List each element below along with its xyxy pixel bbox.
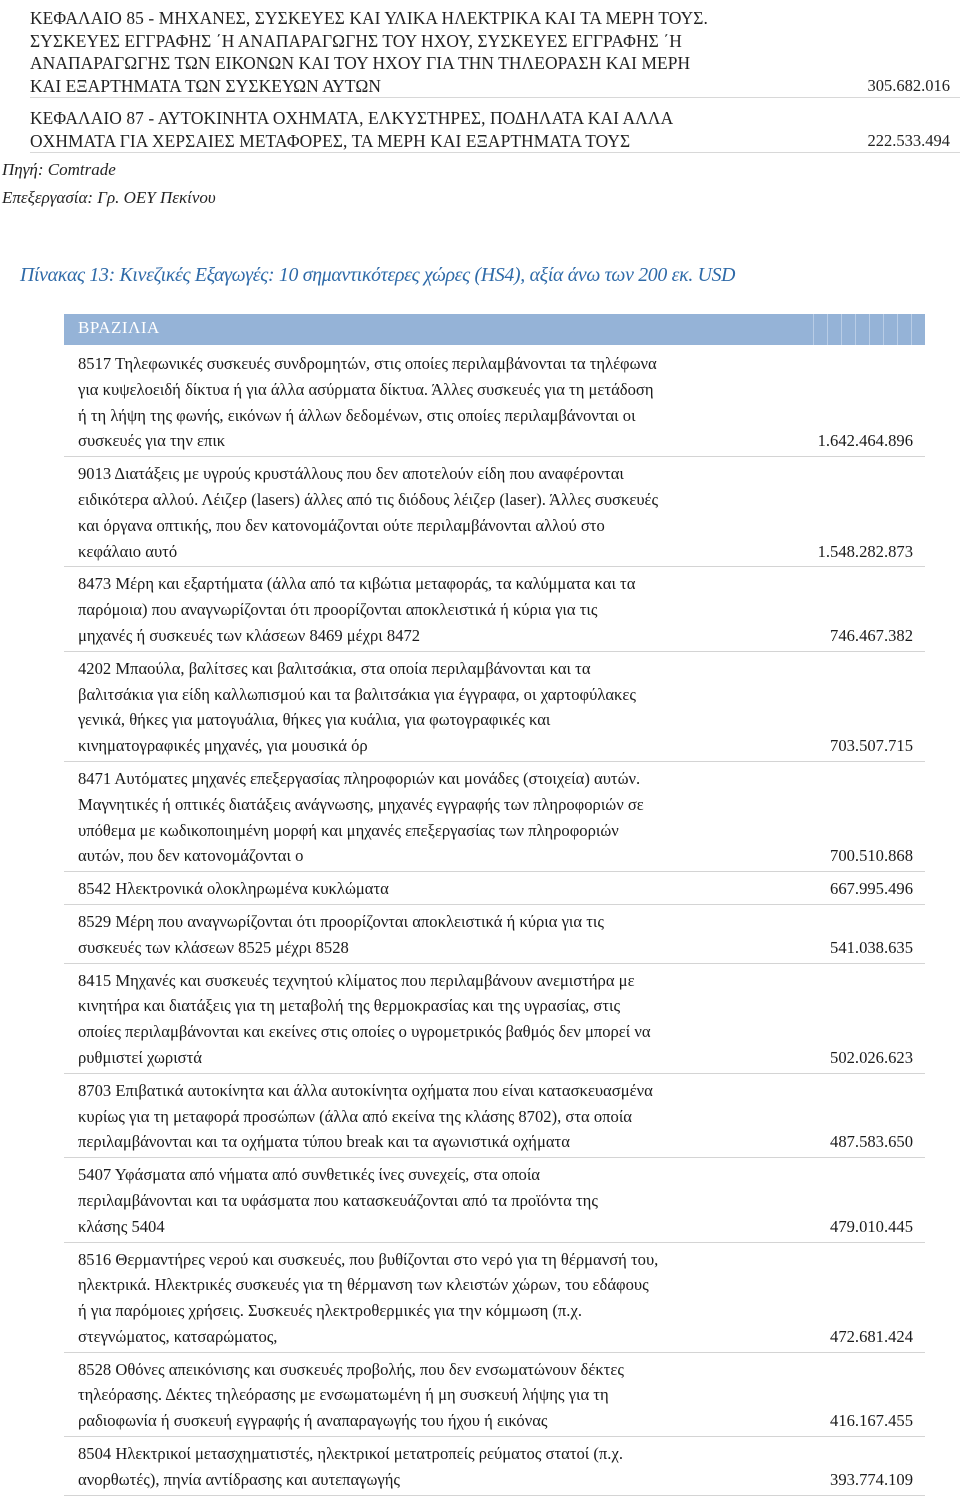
product-description (78, 766, 778, 869)
product-description-line: κινητήρα και διατάξεις για τη μεταβολή της θερμοκρασίας και της υγρασίας, στις (78, 993, 778, 1019)
product-row (64, 762, 925, 872)
product-description-line: συσκευές για την επικ (78, 428, 778, 454)
product-description-line: τηλεόρασης. Δέκτες τηλεόρασης με ενσωματωμένη ή μη συσκευή λήψης για τη (78, 1382, 778, 1408)
product-value: 472.681.424 (830, 1324, 925, 1350)
product-value: 479.010.445 (830, 1214, 925, 1240)
product-description-line: συσκευές των κλάσεων 8525 μέχρι 8528 (78, 935, 778, 961)
chapter-85-line: ΚΕΦΑΛΑΙΟ 85 - ΜΗΧΑΝΕΣ, ΣΥΣΚΕΥΕΣ ΚΑΙ ΥΛΙΚΑ ΗΛΕΚΤΡΙΚΑ ΚΑΙ ΤΑ ΜΕΡΗ ΤΟΥΣ. (30, 7, 810, 30)
product-description-line: 8517 Τηλεφωνικές συσκευές συνδρομητών, στις οποίες περιλαμβάνονται τα τηλέφωνα (78, 351, 778, 377)
product-row (64, 652, 925, 762)
source-note: Πηγή: Comtrade (2, 160, 116, 180)
product-description (78, 656, 778, 759)
product-value: 703.507.715 (830, 733, 925, 759)
product-description-line: 9013 Διατάξεις με υγρούς κρυστάλλους που δεν αποτελούν είδη που αναφέρονται (78, 461, 778, 487)
product-row (64, 1158, 925, 1242)
product-description-line: 8504 Ηλεκτρικοί μετασχηματιστές, ηλεκτρικοί μετατροπείς ρεύματος στατοί (π.χ. (78, 1441, 778, 1467)
product-description-line: και όργανα οπτικής, που δεν κατονομάζονται ούτε περιλαμβάνονται αλλού στο (78, 513, 778, 539)
header-stripes (813, 314, 925, 345)
chapter-87-value: 222.533.494 (868, 130, 960, 153)
product-description-line: κυρίως για τη μεταφορά προσώπων (άλλα από εκείνα της κλάσης 8702), στα οποία (78, 1104, 778, 1130)
country-name: ΒΡΑΖΙΛΙΑ (78, 318, 160, 338)
product-row (64, 567, 925, 651)
product-row (64, 1074, 925, 1158)
product-description (78, 1247, 778, 1350)
product-description-line: 8542 Ηλεκτρονικά ολοκληρωμένα κυκλώματα (78, 876, 778, 902)
product-description-line: Μαγνητικές ή οπτικές διατάξεις ανάγνωσης, μηχανές εγγραφής των πληροφοριών σε (78, 792, 778, 818)
country-header (64, 314, 925, 345)
product-description-line: για κυψελοειδή δίκτυα ή για άλλα ασύρματα δίκτυα. Άλλες συσκευές για τη μετάδοση (78, 377, 778, 403)
product-description-line: ηλεκτρικά. Ηλεκτρικές συσκευές για τη θέρμανση των κλειστών χώρων, του εδάφους (78, 1272, 778, 1298)
product-row (64, 1243, 925, 1353)
product-value: 416.167.455 (830, 1408, 925, 1434)
product-description-line: ή για παρόμοιες χρήσεις. Συσκευές ηλεκτροθερμικές για την κόμμωση (π.χ. (78, 1298, 778, 1324)
product-row (64, 457, 925, 567)
product-description-line: 8473 Μέρη και εξαρτήματα (άλλα από τα κιβώτια μεταφοράς, τα καλύμματα και τα (78, 571, 778, 597)
product-row (64, 1437, 925, 1496)
product-description-line: 8529 Μέρη που αναγνωρίζονται ότι προορίζονται αποκλειστικά ή κύρια για τις (78, 909, 778, 935)
product-description (78, 1078, 778, 1155)
product-description-line: 8415 Μηχανές και συσκευές τεχνητού κλίματος που περιλαμβάνουν ανεμιστήρα με (78, 968, 778, 994)
product-description-line: ραδιοφωνία ή συσκευή εγγραφής ή αναπαραγωγής του ήχου ή εικόνας (78, 1408, 778, 1434)
product-row (64, 905, 925, 964)
product-description-line: μηχανές ή συσκευές των κλάσεων 8469 μέχρι 8472 (78, 623, 778, 649)
product-description-line: γενικά, θήκες για ματογυάλια, θήκες για κυάλια, για φωτογραφικές και (78, 707, 778, 733)
product-description-line: 8516 Θερμαντήρες νερού και συσκευές, που βυθίζονται στο νερό για τη θέρμανσή του, (78, 1247, 778, 1273)
chapter-85-line: ΣΥΣΚΕΥΕΣ ΕΓΓΡΑΦΗΣ ΄Η ΑΝΑΠΑΡΑΓΩΓΗΣ ΤΟΥ ΗΧΟΥ, ΣΥΣΚΕΥΕΣ ΕΓΓΡΑΦΗΣ ΄Η (30, 30, 810, 53)
product-description-line: ή τη λήψη της φωνής, εικόνων ή άλλων δεδομένων, στις οποίες περιλαμβάνονται οι (78, 403, 778, 429)
product-description-line: 8471 Αυτόματες μηχανές επεξεργασίας πληροφοριών και μονάδες (στοιχεία) αυτών. (78, 766, 778, 792)
product-description-line: βαλιτσάκια για είδη καλλωπισμού και τα βαλιτσάκια για έγγραφα, οι χαρτοφύλακες (78, 682, 778, 708)
chapter-85-line: ΚΑΙ ΕΞΑΡΤΗΜΑΤΑ ΤΩΝ ΣΥΣΚΕΥΩΝ ΑΥΤΩΝ (30, 75, 810, 98)
product-value: 1.642.464.896 (818, 428, 925, 454)
product-description-line: οποίες περιλαμβάνονται και εκείνες στις οποίες ο υγρομετρικός βαθμός δεν μπορεί να (78, 1019, 778, 1045)
product-description-line: περιλαμβάνονται και τα οχήματα τύπου break και τα αγωνιστικά οχήματα (78, 1129, 778, 1155)
product-description (78, 1357, 778, 1434)
chapter-85-value: 305.682.016 (868, 75, 960, 98)
product-description (78, 1441, 778, 1493)
product-description-line: κινηματογραφικές μηχανές, για μουσικά όρ (78, 733, 778, 759)
product-list (64, 347, 925, 1496)
chapter-85-line: ΑΝΑΠΑΡΑΓΩΓΗΣ ΤΩΝ ΕΙΚΟΝΩΝ ΚΑΙ ΤΟΥ ΗΧΟΥ ΓΙΑ ΤΗΝ ΤΗΛΕΟΡΑΣΗ ΚΑΙ ΜΕΡΗ (30, 52, 810, 75)
product-value: 502.026.623 (830, 1045, 925, 1071)
chapter-87-line: ΚΕΦΑΛΑΙΟ 87 - ΑΥΤΟΚΙΝΗΤΑ ΟΧΗΜΑΤΑ, ΕΛΚΥΣΤΗΡΕΣ, ΠΟΔΗΛΑΤΑ ΚΑΙ ΑΛΛΑ (30, 107, 810, 130)
product-description-line: κεφάλαιο αυτό (78, 539, 778, 565)
chapter-summary-table (30, 0, 960, 153)
chapter-87-description (30, 107, 810, 152)
table-title: Πίνακας 13: Κινεζικές Εξαγωγές: 10 σημαντικότερες χώρες (HS4), αξία άνω των 200 εκ. USD (20, 264, 940, 287)
product-description-line: 8528 Οθόνες απεικόνισης και συσκευές προβολής, που δεν ενσωματώνουν δέκτες (78, 1357, 778, 1383)
product-description-line: υπόθεμα με κωδικοποιημένη μορφή και μηχανές επεξεργασίας των πληροφοριών (78, 818, 778, 844)
product-description-line: ανορθωτές), πηνία αντίδρασης και αυτεπαγωγής (78, 1467, 778, 1493)
product-row (64, 1353, 925, 1437)
product-description-line: 5407 Υφάσματα από νήματα από συνθετικές ίνες συνεχείς, στα οποία (78, 1162, 778, 1188)
product-value: 541.038.635 (830, 935, 925, 961)
product-value: 667.995.496 (830, 876, 925, 902)
product-description-line: στεγνώματος, κατσαρώματος, (78, 1324, 778, 1350)
chapter-87-line: ΟΧΗΜΑΤΑ ΓΙΑ ΧΕΡΣΑΙΕΣ ΜΕΤΑΦΟΡΕΣ, ΤΑ ΜΕΡΗ ΚΑΙ ΕΞΑΡΤΗΜΑΤΑ ΤΟΥΣ (30, 130, 810, 153)
product-value: 746.467.382 (830, 623, 925, 649)
chapter-85-row (30, 0, 960, 98)
product-description (78, 968, 778, 1071)
product-value: 1.548.282.873 (818, 539, 925, 565)
product-description-line: περιλαμβάνονται και τα υφάσματα που κατασκευάζονται από τα προϊόντα της (78, 1188, 778, 1214)
product-description (78, 876, 778, 902)
product-row (64, 872, 925, 905)
product-description (78, 461, 778, 564)
product-description-line: 8703 Επιβατικά αυτοκίνητα και άλλα αυτοκίνητα οχήματα που είναι κατασκευασμένα (78, 1078, 778, 1104)
product-description-line: αυτών, που δεν κατονομάζονται ο (78, 843, 778, 869)
product-description (78, 1162, 778, 1239)
product-description (78, 909, 778, 961)
chapter-85-description (30, 7, 810, 97)
product-description-line: ρυθμιστεί χωριστά (78, 1045, 778, 1071)
product-value: 393.774.109 (830, 1467, 925, 1493)
product-row (64, 964, 925, 1074)
product-description-line: ειδικότερα αλλού. Λέιζερ (lasers) άλλες από τις διόδους λέιζερ (laser). Άλλες συσκευές (78, 487, 778, 513)
product-description (78, 351, 778, 454)
product-description-line: κλάσης 5404 (78, 1214, 778, 1240)
chapter-87-row (30, 98, 960, 153)
product-description-line: 4202 Μπαούλα, βαλίτσες και βαλιτσάκια, στα οποία περιλαμβάνονται και τα (78, 656, 778, 682)
product-row (64, 347, 925, 457)
processing-note: Επεξεργασία: Γρ. ΟΕΥ Πεκίνου (2, 188, 216, 208)
product-description-line: παρόμοια) που αναγνωρίζονται ότι προορίζονται αποκλειστικά ή κύρια για τις (78, 597, 778, 623)
product-description (78, 571, 778, 648)
product-value: 487.583.650 (830, 1129, 925, 1155)
product-value: 700.510.868 (830, 843, 925, 869)
